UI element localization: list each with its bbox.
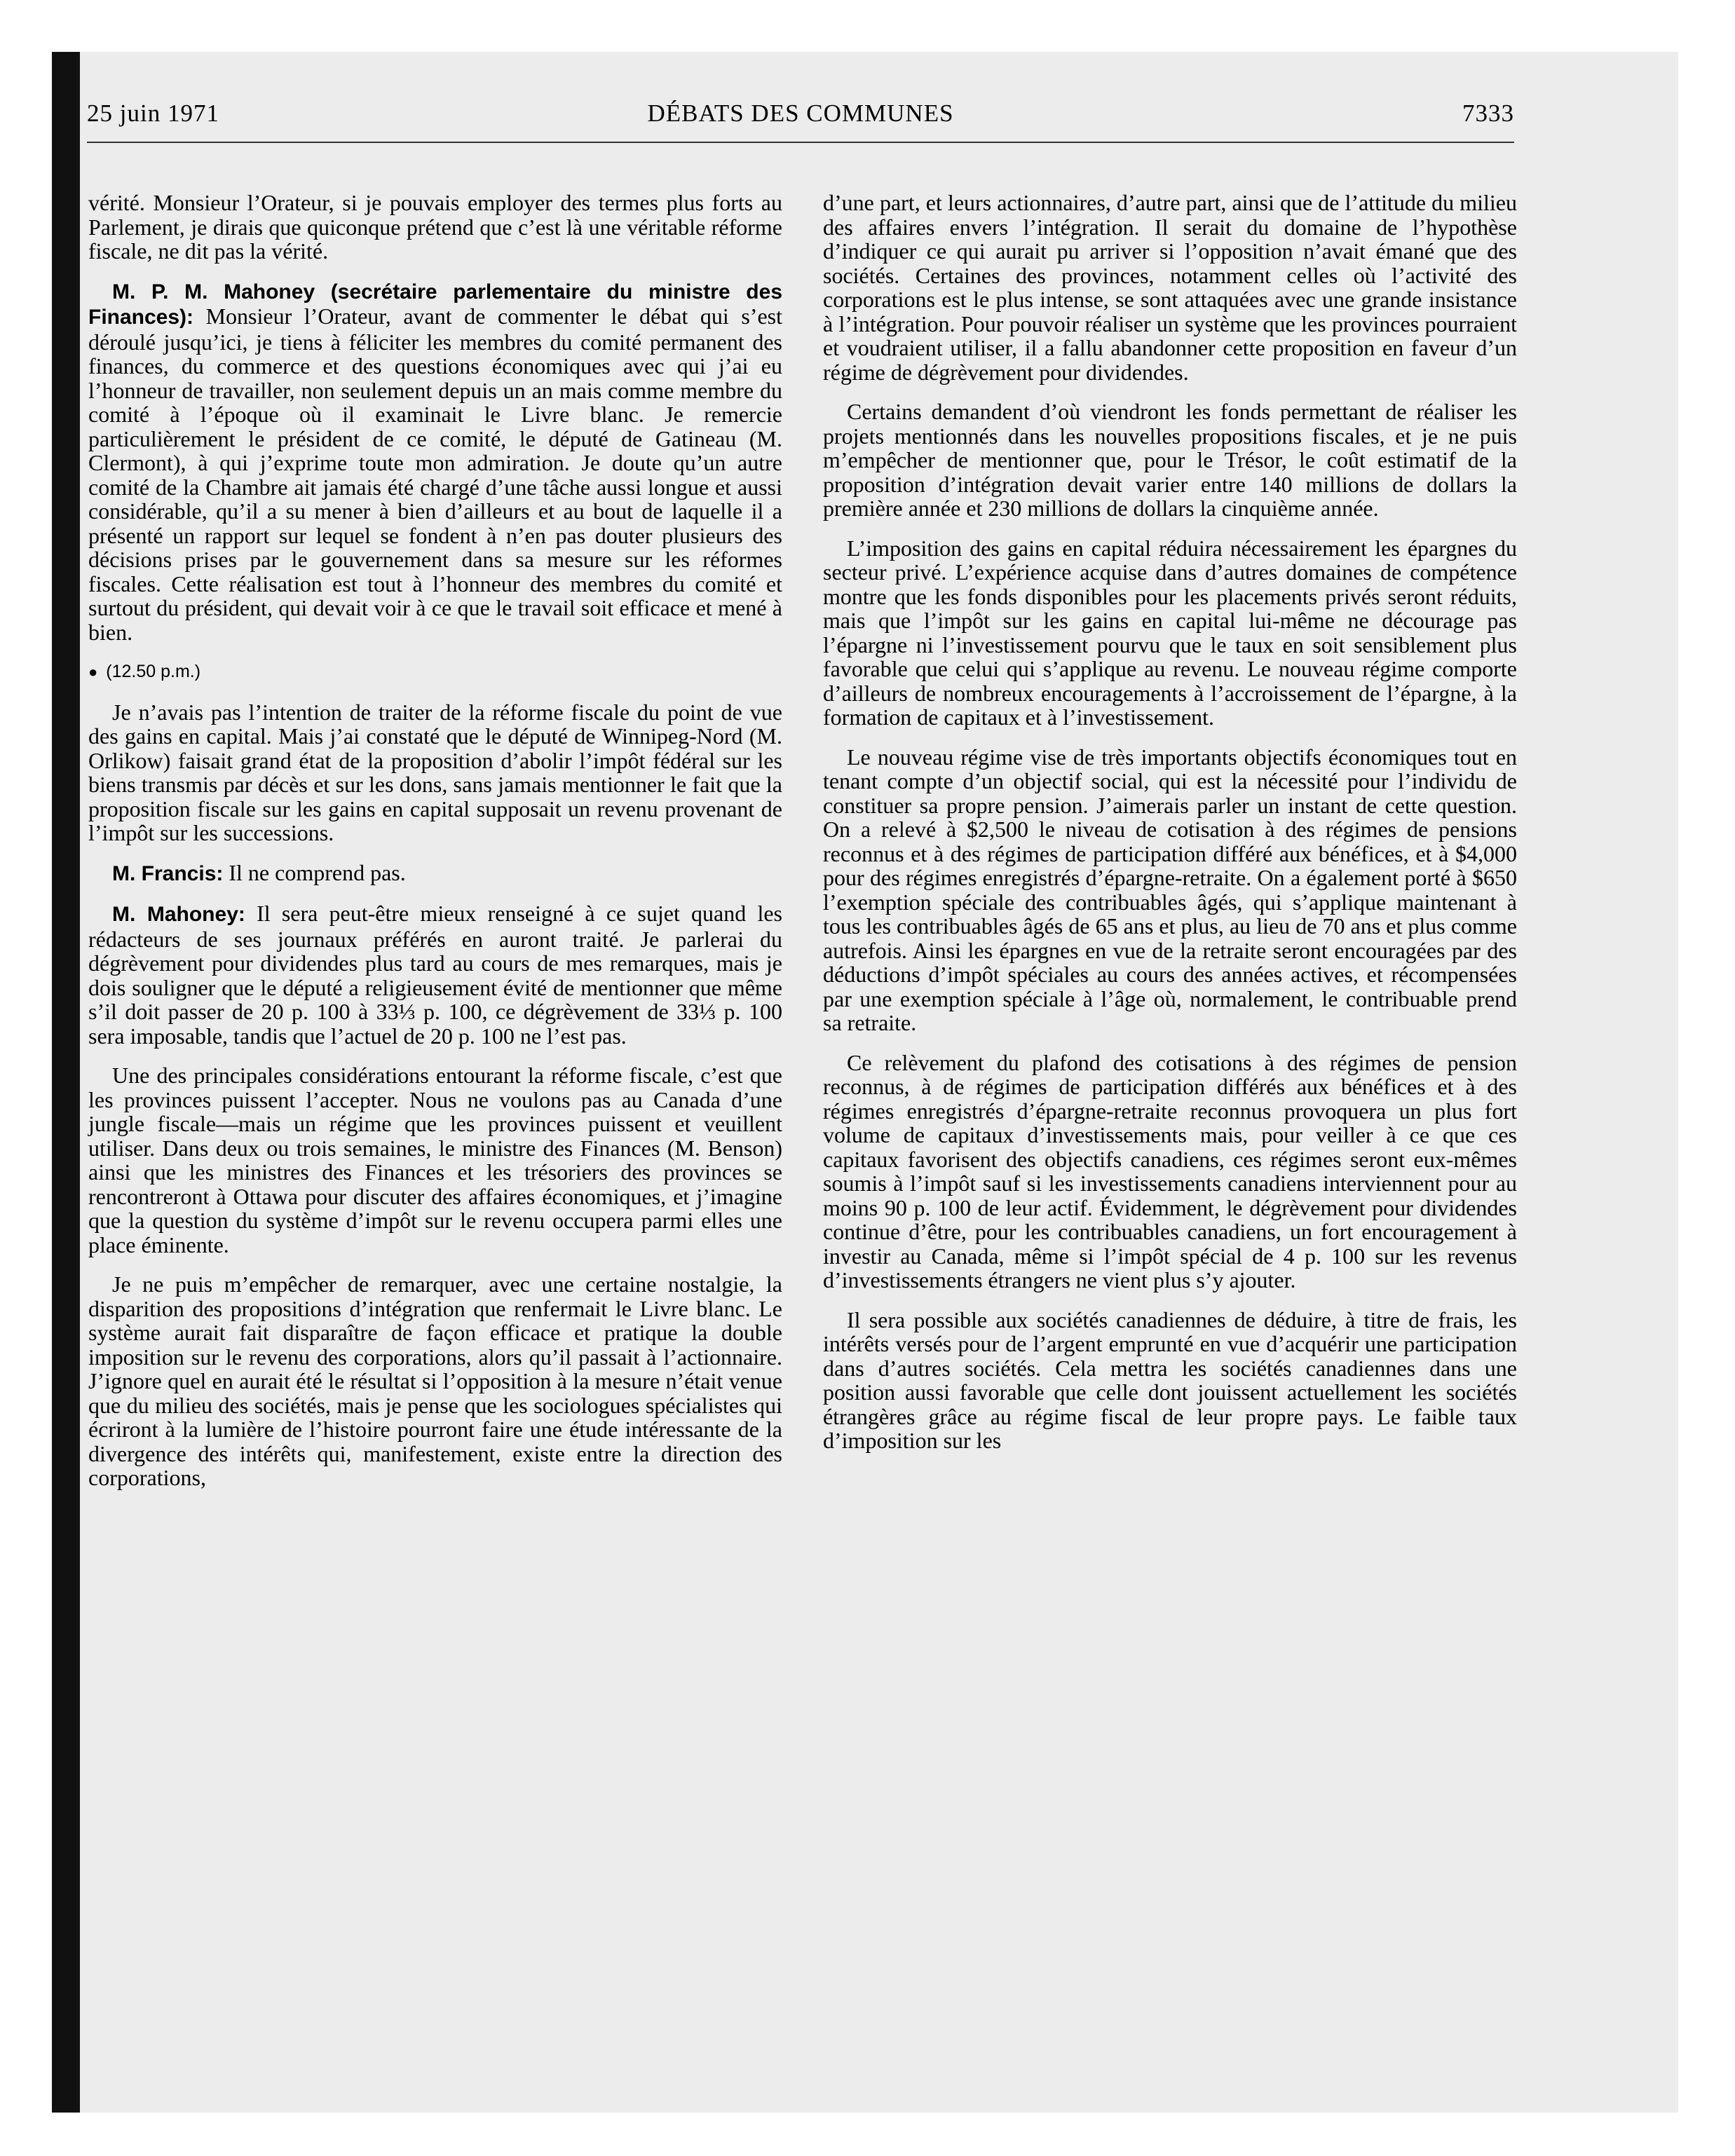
paragraph: Ce relèvement du plafond des cotisations à des régimes de pension reconnus, à de régimes de participation différés aux bénéfices et à des régimes enregistrés d’épargne-retraite reconnus provoquera un plus fort volume de capitaux d’investissements mais, pour veiller à ce que ces capitaux favorisent des objectifs canadiens, ces régimes seront eux-mêmes soumis à l’impôt sauf si les investissements canadiens interviennent pour au moins 90 p. 100 de leur actif. Évidemment, le dégrèvement pour dividendes continue d’être, pour les contribuables canadiens, un fort encouragement à investir au Canada, même si l’impôt spécial de 4 p. 100 sur les revenus d’investissements étrangers ne vient plus s’y ajouter.	[823, 1049, 1517, 1292]
timestamp	[88, 660, 782, 685]
speech-text: Il ne comprend pas.	[223, 859, 406, 885]
running-header	[87, 98, 1514, 143]
right-column	[823, 191, 1517, 1468]
paragraph: vérité. Monsieur l’Orateur, si je pouvais employer des termes plus forts au Parlement, je dirais que quiconque prétend que c’est là une véritable réforme fiscale, ne dit pas la vérité.	[88, 190, 782, 264]
paragraph: Une des principales considérations entourant la réforme fiscale, c’est que les provinces puissent l’accepter. Nous ne voulons pas au Canada d’une jungle fiscale—mais un régime que les provinces puissent et veuillent utiliser. Dans deux ou trois semaines, le ministre des Finances (M. Benson) ainsi que les ministres des Finances et les trésoriers des provinces se rencontreront à Ottawa pour discuter des affaires économiques, et j’imagine que la question du système d’impôt sur le revenu occupera parmi elles une place éminente.	[88, 1063, 782, 1257]
speaker-name: M. P. M. Mahoney (secrétaire parlementaire du ministre des Finances):	[88, 280, 782, 329]
binding-edge	[52, 52, 80, 2113]
paragraph: Je ne puis m’empêcher de remarquer, avec une certaine nostalgie, la disparition des propositions d’intégration que renfermait le Livre blanc. Le système aurait fait disparaître de façon efficace et pratique la double imposition sur le revenu des corporations, alors qu’il passait à l’actionnaire. J’ignore quel en aurait été le résultat si l’opposition à la mesure n’était venue que du milieu des sociétés, mais je pense que les sociologues spécialistes qui écriront à la lumière de l’histoire pourront faire une étude intéressante de la divergence des intérêts qui, manifestement, existe entre la direction des corporations,	[88, 1271, 782, 1490]
header-title: DÉBATS DES COMMUNES	[647, 100, 954, 127]
header-date: 25 juin 1971	[87, 100, 219, 127]
paragraph: Le nouveau régime vise de très importants objectifs économiques tout en tenant compte d’un objectif social, qui est la nécessité pour l’individu de constituer sa propre pension. J’aimerais parler un instant de cette question. On a relevé à $2,500 le niveau de cotisation à des régimes de pensions reconnus et à des régimes de participation différé aux bénéfices, et à $4,000 pour des régimes enregistrés d’épargne-retraite. On a également porté à $650 l’exemption spéciale des contribuables âgés, qui s’applique maintenant à tous les contribuables âgés de 65 ans et plus, au lieu de 70 ans et plus comme autrefois. Ainsi les épargnes en vue de la retraite seront encouragées par des déductions d’impôt spéciales au cours des années actives, et récompensées par une exemption spéciale à l’âge où, normalement, le contribuable prend sa retraite.	[823, 744, 1517, 1035]
speech-text: Il sera peut-être mieux renseigné à ce sujet quand les rédacteurs de ses journaux préférés en auront traité. Je parlerai du dégrèvement pour dividendes plus tard au cours de mes remarques, mais je dois souligner que le député a religieusement évité de mentionner que même s’il doit passer de 20 p. 100 à 33⅓ p. 100, ce dégrèvement de 33⅓ p. 100 sera imposable, tandis que l’actuel de 20 p. 100 ne l’est pas.	[88, 901, 783, 1049]
paragraph	[88, 861, 782, 887]
paragraph	[88, 901, 782, 1048]
paragraph	[88, 279, 782, 645]
left-column	[88, 191, 782, 1506]
speaker-name: M. Francis:	[112, 861, 224, 885]
paragraph: d’une part, et leurs actionnaires, d’autre part, ainsi que de l’attitude du milieu des affaires envers l’intégration. Il serait du domaine de l’hypothèse d’indiquer ce qui aurait pu arriver si l’opposition n’avait émané que des sociétés. Certaines des provinces, notamment celles où l’activité des corporations est le plus intense, se sont attaquées avec une grande insistance à l’intégration. Pour pouvoir réaliser un système que les provinces pourraient et voudraient utiliser, il a fallu abandonner cette proposition en faveur d’un régime de dégrèvement pour dividendes.	[823, 190, 1517, 385]
paragraph: Je n’avais pas l’intention de traiter de la réforme fiscale du point de vue des gains en capital. Mais j’ai constaté que le député de Winnipeg-Nord (M. Orlikow) faisait grand état de la proposition d’abolir l’impôt fédéral sur les biens transmis par décès et sur les dons, sans jamais mentionner le fait que la proposition fiscale sur les gains en capital supposait un revenu provenant de l’impôt sur les successions.	[88, 699, 782, 845]
header-page-number: 7333	[1462, 100, 1514, 127]
paragraph: Certains demandent d’où viendront les fonds permettant de réaliser les projets mentionnés dans les nouvelles propositions fiscales, et je ne puis m’empêcher de mentionner que, pour le Trésor, le coût estimatif de la proposition d’intégration devait varier entre 140 millions de dollars la première année et 230 millions de dollars la cinquième année.	[823, 399, 1517, 521]
speech-text: Monsieur l’Orateur, avant de commenter le débat qui s’est déroulé jusqu’ici, je tiens à féliciter les membres du comité permanent des finances, du commerce et des questions économiques avec qui j’ai eu l’honneur de travailler, non seulement depuis un an mais comme membre du comité à l’époque où il examinait le Livre blanc. Je remercie particulièrement le président de ce comité, le député de Gatineau (M. Clermont), à qui j’exprime toute mon admiration. Je doute qu’un autre comité de la Chambre ait jamais été chargé d’une tâche aussi longue et aussi considérable, qu’il a su mener à bien d’ailleurs et au bout de laquelle il a présenté un rapport sur lequel se fondent à n’en pas douter plusieurs des décisions prises par le gouvernement dans sa mesure sur les réformes fiscales. Cette réalisation est tout à l’honneur des membres du comité et surtout du président, qui devait voir à ce que le travail soit efficace et mené à bien.	[88, 303, 782, 645]
paragraph: L’imposition des gains en capital réduira nécessairement les épargnes du secteur privé. L’expérience acquise dans d’autres domaines de compétence montre que les fonds disponibles pour les placements privés seront réduits, mais que l’impôt sur les gains en capital lui-même ne décourage pas l’épargne ni l’investissement pourvu que le taux en soit sensiblement plus favorable que celui qui s’applique au revenu. Le nouveau régime comporte d’ailleurs de nombreux encouragements à l’accroissement de l’épargne, à la formation de capitaux et à l’investissement.	[823, 535, 1517, 730]
speaker-name: M. Mahoney:	[112, 903, 245, 926]
timestamp-text: (12.50 p.m.)	[106, 662, 201, 681]
paragraph: Il sera possible aux sociétés canadiennes de déduire, à titre de frais, les intérêts versés pour de l’argent emprunté en vue d’acquérir une participation dans d’autres sociétés. Cela mettra les sociétés canadiennes dans une position aussi favorable que celle dont jouissent actuellement les sociétés étrangères grâce au régime fiscal de leur propre pays. Le faible taux d’imposition sur les	[823, 1306, 1517, 1453]
bullet-icon: ●	[88, 663, 98, 681]
